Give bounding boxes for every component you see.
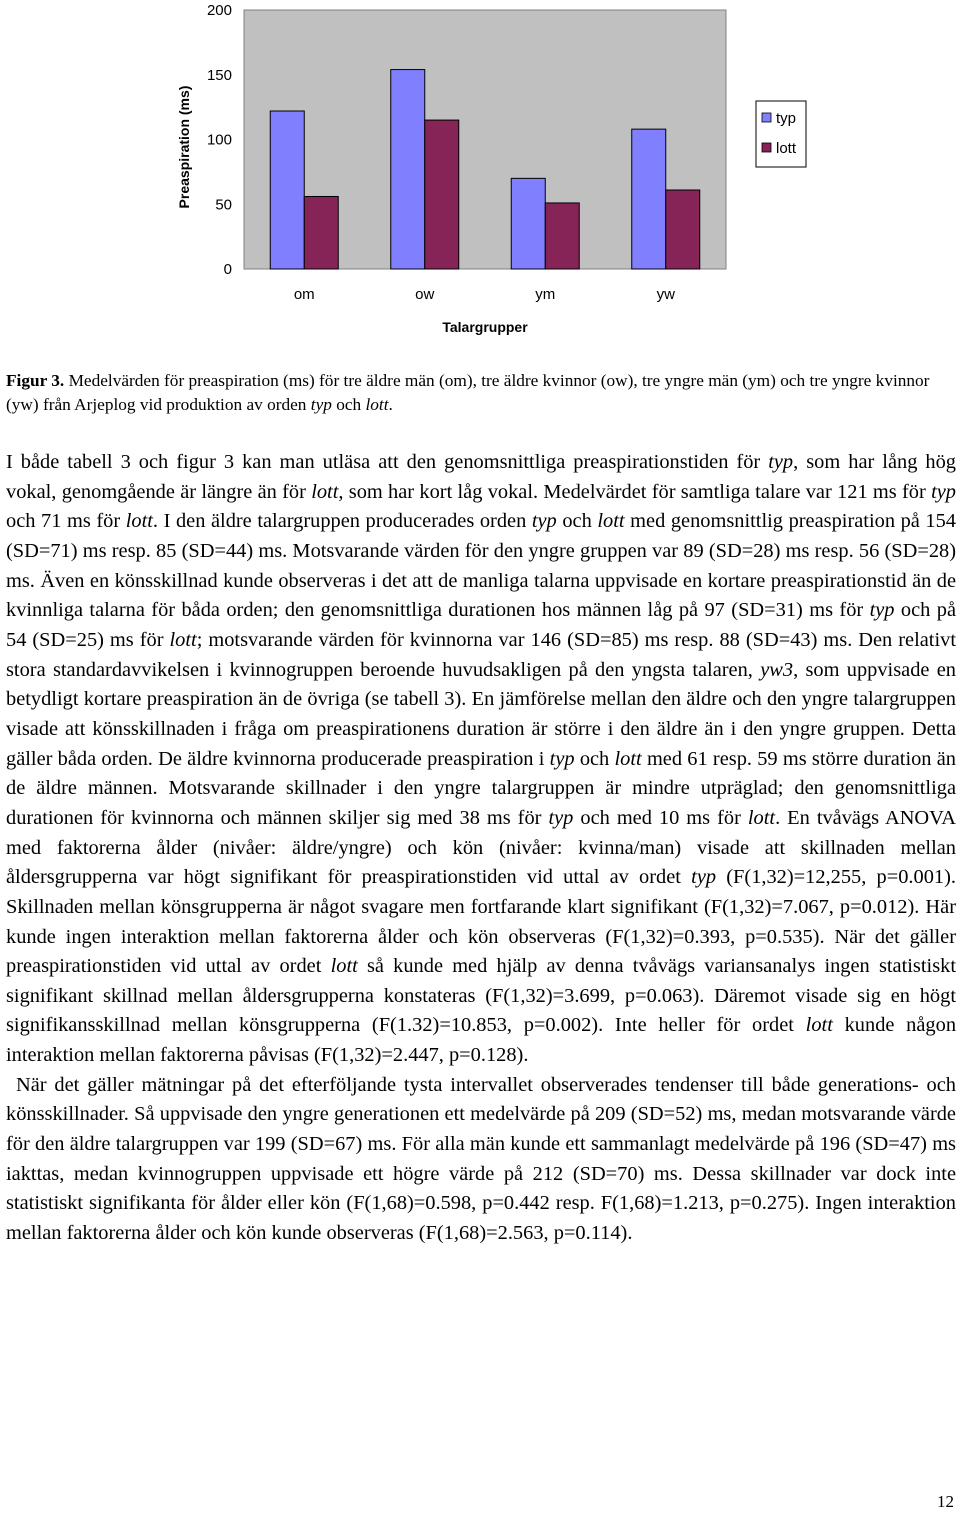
x-tick-label: ym (535, 286, 556, 303)
bar-lott-om (304, 196, 338, 269)
x-tick-label: yw (656, 286, 675, 303)
italic-term: yw3 (760, 658, 794, 681)
bar-typ-om (270, 111, 304, 269)
italic-term: typ (531, 510, 557, 533)
text-run: och på 54 (SD=25) ms för (6, 599, 956, 651)
italic-term: typ (548, 806, 574, 829)
italic-term: lott (311, 480, 339, 503)
text-run: så kunde med hjälp av denna tvåvägs variansanalys ingen statistiskt signifikant skillnad mellan åldersgrupperna konstateras (F(1,32)=3.699, p=0.063). Däremot visade sig en högt signifikansskillnad mellan könsgrupperna (F(1.32)=10.853, p=0.002). Inte heller för ordet (6, 955, 956, 1037)
text-run: I både tabell 3 och figur 3 kan man utläsa att den genomsnittliga preaspirationstiden för (6, 451, 769, 473)
legend-label-lott: lott (776, 140, 797, 157)
italic-term: lott (614, 747, 642, 770)
x-tick-label: om (293, 286, 315, 303)
text-run: När det gäller mätningar på det efterföljande tysta intervallet observerades tendenser till både generations- och könsskillnader. Så uppvisade den yngre generationen ett medelvärde på 209 (SD=52) ms, medan motsvarande värde för den äldre talargruppen var 199 (SD=67) ms. För alla män kunde ett sammanlagt medelvärde på 196 (SD=47) ms iakttas, medan kvinnogruppen uppvisade ett högre värde på 212 (SD=70) ms. Dessa skillnader var dock inte statistiskt signifikanta för ålder eller kön (F(1,68)=0.598, p=0.442 resp. F(1,68)=1.213, p=0.275). Ingen interaktion mellan faktorerna ålder och kön kunde observeras (F(1,68)=2.563, p=0.114). (6, 1073, 956, 1245)
paragraph (6, 1071, 956, 1249)
italic-term: lott (805, 1014, 833, 1037)
italic-term: lott (747, 806, 776, 829)
italic-term: typ (869, 599, 895, 622)
body-text (6, 448, 956, 1249)
text-run: med genomsnittlig preaspiration på 154 (SD=71) ms resp. 85 (SD=44) ms. Motsvarande värden för den yngre gruppen var 89 (SD=28) ms resp. 56 (SD=28) ms. Även en könsskillnad kunde observeras i det att de manliga talarna uppvisade en kortare preaspirationstid än de kvinnliga talarna för båda orden; den genomsnittliga durationen hos männen låg på 97 (SD=31) ms för (6, 510, 956, 622)
italic-term: lott (125, 510, 153, 533)
text-run: , som har kort låg vokal. Medelvärdet för samtliga talare var 121 ms för (338, 480, 932, 503)
text-run: . I den äldre talargruppen producerades orden (152, 510, 532, 533)
italic-term: lott (330, 955, 358, 978)
text-run: . En tvåvägs ANOVA med faktorerna ålder (nivåer: äldre/yngre) och kön (nivåer: kvinna/man) visade att skillnaden mellan åldersgrupperna var högt signifikant för preaspirationstiden vid uttal av ordet (6, 806, 956, 889)
text-run: (F(1,32)=12,255, p=0.001). Skillnaden mellan könsgrupperna är något svagare men fortfarande klart signifikant (F(1,32)=7.067, p=0.012). Här kunde ingen interaktion mellan faktorerna ålder och kön observeras (F(1,32)=0.393, p=0.535). När det gäller preaspirationstiden vid uttal av ordet (6, 866, 956, 978)
legend-swatch-lott (762, 143, 771, 152)
italic-term: typ (768, 451, 794, 473)
text-run: , som har lång hög vokal, genomgående är längre än för (6, 451, 956, 503)
y-axis-ticks (207, 2, 232, 278)
bar-typ-ym (511, 178, 545, 269)
x-axis-ticks (294, 286, 675, 303)
text-run: och 71 ms för (6, 510, 126, 533)
y-tick-label: 100 (206, 131, 232, 149)
bar-lott-ow (425, 120, 459, 269)
text-run: och (574, 747, 615, 770)
text-run: och med 10 ms för (573, 806, 748, 829)
text-run: ; motsvarande värden för kvinnorna var 146 (SD=85) ms resp. 88 (SD=43) ms. Den relativt stora standardavvikelsen i kvinnogruppen beroende huvudsakligen på den yngsta talaren, (6, 628, 957, 681)
bar-typ-ow (391, 70, 425, 269)
text-run: kunde någon interaktion mellan faktorerna påvisas (F(1,32)=2.447, p=0.128). (6, 1014, 957, 1067)
italic-term: typ (931, 480, 957, 503)
bar-typ-yw (632, 129, 666, 269)
bar-lott-yw (666, 190, 700, 269)
bar-chart (0, 0, 960, 345)
figure-caption: Figur 3. Medelvärden för preaspiration (ms) för tre äldre män (om), tre äldre kvinnor (ow), tre yngre män (ym) och tre yngre kvinnor (yw) från Arjeplog vid produktion av orden typ och lott. (6, 371, 930, 414)
text-run: , som uppvisade en betydligt kortare preaspiration än de övriga (se tabell 3). En jämförelse mellan den äldre och den yngre talargruppen visade att könsskillnaden i fråga om preaspirationens duration är större i den äldre än i den yngre gruppen. Detta gäller båda orden. De äldre kvinnorna producerade preaspiration i (6, 658, 956, 770)
legend (756, 101, 806, 167)
x-tick-label: ow (415, 286, 435, 303)
paragraph (6, 448, 956, 1071)
italic-term: typ (549, 747, 575, 770)
y-tick-label: 50 (215, 196, 232, 214)
italic-term: lott (169, 628, 197, 651)
italic-term: typ (691, 866, 717, 889)
y-axis-label: Preaspiration (ms) (176, 85, 192, 209)
y-tick-label: 0 (223, 261, 232, 278)
text-run: med 61 resp. 59 ms större duration än de äldre männen. Motsvarande skillnader i den yngre talargruppen är mindre utpräglad; den genomsnittliga durationen för kvinnorna och männen skiljer sig med 38 ms för (6, 747, 956, 829)
italic-term: lott (597, 510, 625, 533)
text-run: och (556, 510, 598, 533)
legend-label-typ: typ (776, 110, 797, 127)
figure-label: Figur 3. (6, 371, 65, 390)
x-axis-label: Talargrupper (442, 319, 528, 335)
legend-swatch-typ (762, 113, 771, 122)
y-tick-label: 150 (206, 66, 232, 84)
bar-lott-ym (545, 203, 579, 269)
page-number: 12 (937, 1492, 954, 1511)
y-tick-label: 200 (206, 2, 232, 19)
